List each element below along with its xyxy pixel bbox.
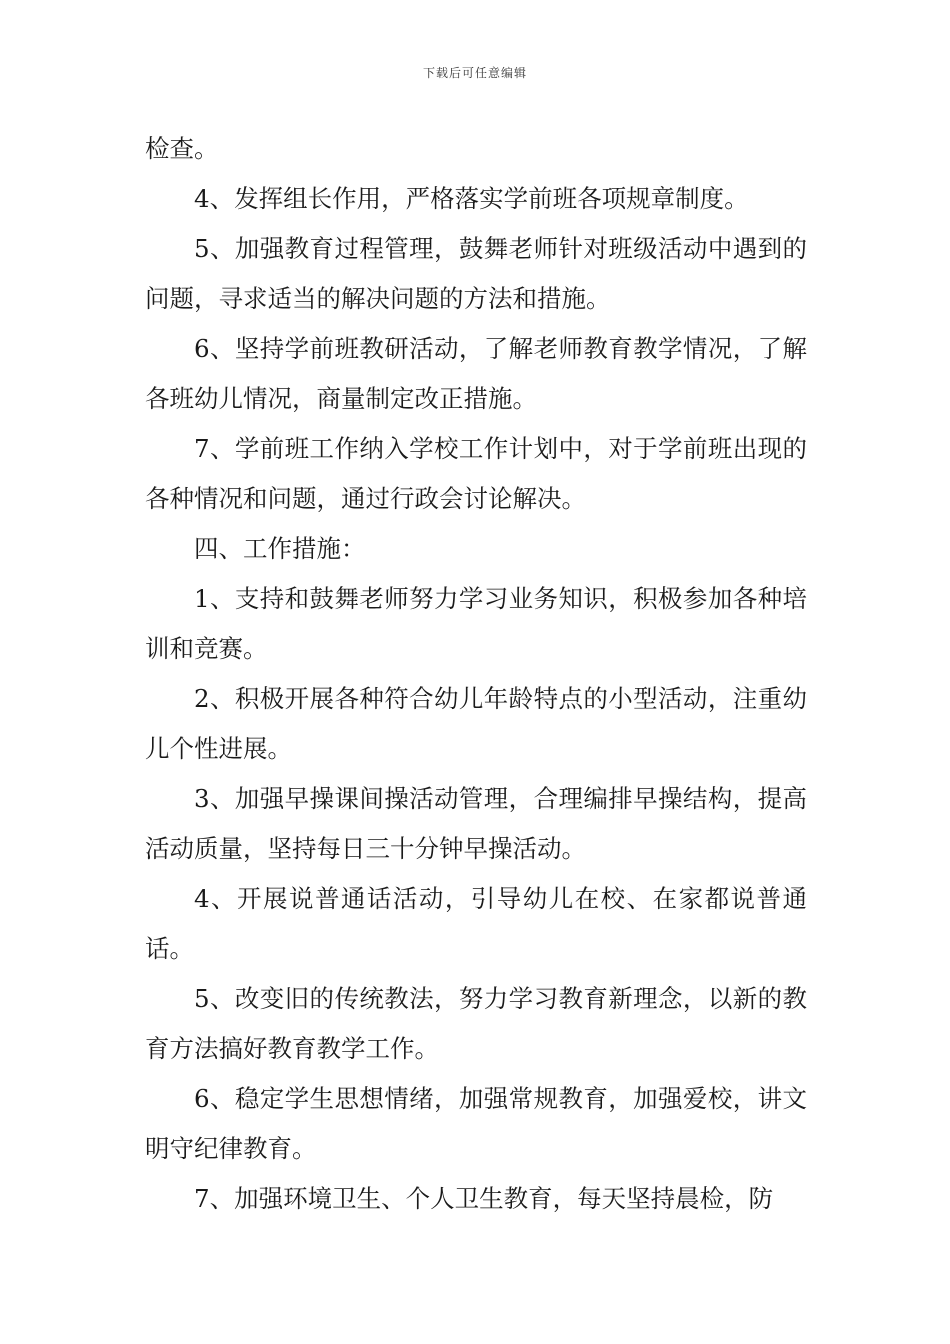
section-heading: 四、工作措施：: [194, 534, 366, 563]
paragraph: 5、改变旧的传统教法，努力学习教育新理念，以新的教育方法搞好教育教学工作。: [145, 984, 807, 1063]
paragraph: 6、稳定学生思想情绪，加强常规教育，加强爱校，讲文明守纪律教育。: [145, 1084, 807, 1163]
paragraph: 4、发挥组长作用，严格落实学前班各项规章制度。: [194, 184, 749, 213]
paragraph: 4、开展说普通话活动，引导幼儿在校、在家都说普通话。: [145, 884, 807, 963]
paragraph: 6、坚持学前班教研活动，了解老师教育教学情况，了解各班幼儿情况，商量制定改正措施。: [145, 334, 807, 413]
paragraph: 2、积极开展各种符合幼儿年龄特点的小型活动，注重幼儿个性进展。: [145, 684, 807, 763]
paragraph: 1、支持和鼓舞老师努力学习业务知识，积极参加各种培训和竞赛。: [145, 584, 807, 663]
paragraph: 5、加强教育过程管理，鼓舞老师针对班级活动中遇到的问题，寻求适当的解决问题的方法和措施。: [145, 234, 807, 313]
paragraph: 3、加强早操课间操活动管理，合理编排早操结构，提高活动质量，坚持每日三十分钟早操活动。: [145, 784, 807, 863]
paragraph: 7、加强环境卫生、个人卫生教育，每天坚持晨检，防: [194, 1184, 774, 1213]
paragraph: 7、学前班工作纳入学校工作计划中，对于学前班出现的各种情况和问题，通过行政会讨论解决。: [145, 434, 807, 513]
page-header: 下载后可任意编辑: [422, 66, 527, 80]
document-body: [145, 124, 807, 1224]
paragraph: 检查。: [145, 134, 219, 163]
